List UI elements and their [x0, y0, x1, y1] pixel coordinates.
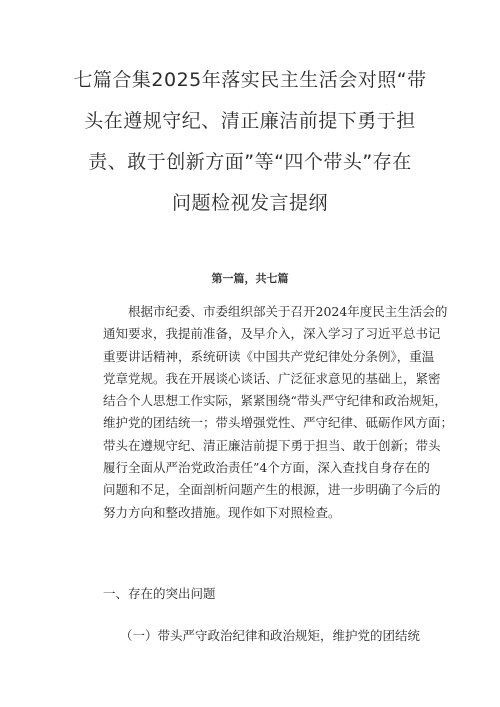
paragraph-line-1: 根据市纪委、市委组织部关于召开2024年度民主生活会的: [128, 304, 448, 319]
section-heading: 一、存在的突出问题: [103, 586, 216, 601]
title-line-4: 问题检视发言提纲: [171, 192, 328, 214]
paragraph-line-8: 履行全面从严治党政治责任”4个方面，深入查找自身存在的: [103, 460, 430, 476]
title-line-3: 责、敢于创新方面”等“四个带头”存在: [88, 151, 412, 173]
paragraph-line-7: 带头在遵规守纪、清正廉洁前提下勇于担当、敢于创新；带头: [103, 437, 441, 453]
intro-paragraph: [103, 301, 454, 524]
paragraph-line-6: 维护党的团结统一；带头增强党性、严守纪律、砥砺作风方面；: [103, 415, 454, 431]
document-title: [60, 60, 440, 224]
paragraph-line-10: 努力方向和整改措施。现作如下对照检查。: [103, 504, 341, 520]
document-subtitle: 第一篇，共七篇: [211, 272, 289, 285]
paragraph-line-9: 问题和不足，全面剖析问题产生的根源，进一步明确了今后的: [103, 482, 441, 498]
paragraph-line-3: 重要讲话精神，系统研读《中国共产党纪律处分条例》，重温: [103, 348, 435, 364]
paragraph-line-2: 通知要求，我提前准备，及早介入，深入学习了习近平总书记: [103, 326, 441, 342]
sub-heading: （一）带头严守政治纪律和政治规矩，维护党的团结统: [120, 628, 421, 643]
title-line-2: 头在遵规守纪、清正廉洁前提下勇于担: [84, 110, 416, 132]
paragraph-line-4: 党章党规。我在开展谈心谈话、广泛征求意见的基础上，紧密: [103, 370, 441, 386]
title-line-1: 七篇合集2025年落实民主生活会对照“带: [73, 69, 427, 91]
paragraph-line-5: 结合个人思想工作实际，紧紧围绕“带头严守纪律和政治规矩，: [103, 393, 447, 409]
